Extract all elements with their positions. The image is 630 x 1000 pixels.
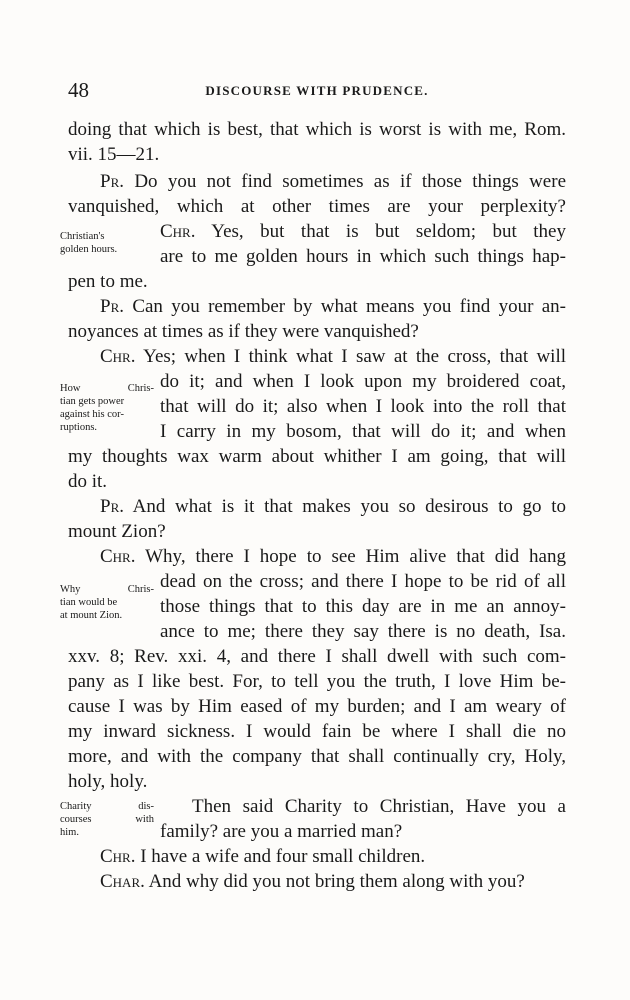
text-line: Char. And why did you not bring them along with you?: [100, 871, 525, 892]
text-line: my thoughts wax warm about whither I am going, that will: [68, 446, 566, 467]
text-line: those things that to this day are in me an annoy-: [160, 596, 566, 617]
speaker-label: Pr: [100, 496, 120, 517]
text-line: do it; and when I look upon my broidered coat,: [160, 371, 566, 392]
text-line: mount Zion?: [68, 521, 166, 542]
text-line: are to me golden hours in which such things hap-: [160, 246, 566, 267]
speaker-label: Chr: [100, 346, 131, 367]
text-line: Pr. Can you remember by what means you find your an-: [100, 296, 566, 317]
text-line: pany as I like best. For, to tell you the truth, I love Him be-: [68, 671, 566, 692]
text-line: that will do it; also when I look into the roll that: [160, 396, 566, 417]
text-line: Chr. Why, there I hope to see Him alive that did hang: [100, 546, 566, 567]
text-line: Then said Charity to Christian, Have you a: [192, 796, 566, 817]
sidenote-charity-discourses: Charity dis- courses with him.: [60, 801, 154, 838]
text-line: Chr. I have a wife and four small children.: [100, 846, 426, 867]
sidenote-golden-hours: Christian's golden hours.: [60, 231, 118, 255]
speaker-label: Chr: [100, 546, 131, 567]
text-line: Pr. Do you not find sometimes as if those things were: [100, 171, 566, 192]
text-line: cause I was by Him eased of my burden; and I am weary of: [68, 696, 566, 717]
text-line: Chr. Yes; when I think what I saw at the cross, that will: [100, 346, 567, 367]
sidenote-power-against-corruptions: How Chris- tian gets power against his cor- ruptions.: [60, 383, 154, 433]
text-line: I carry in my bosom, that will do it; and when: [160, 421, 566, 442]
speaker-label: Pr: [100, 296, 120, 317]
sidenote-why-mount-zion: Why Chris- tian would be at mount Zion.: [60, 584, 154, 621]
text-line: do it.: [68, 471, 108, 492]
text-line: my inward sickness. I would fain be where I shall die no: [68, 721, 566, 742]
text-line: vanquished, which at other times are your perplexity?: [68, 196, 566, 217]
text-line: doing that which is best, that which is worst is with me, Rom.: [68, 119, 566, 140]
running-title: DISCOURSE WITH PRUDENCE.: [205, 83, 429, 98]
speaker-label: Chr: [160, 221, 191, 242]
text-line: xxv. 8; Rev. xxi. 4, and there I shall dwell with such com-: [68, 646, 566, 667]
speaker-label: Chr: [100, 846, 131, 867]
speaker-label: Char: [100, 871, 141, 892]
text-line: Chr. Yes, but that is but seldom; but they: [160, 221, 566, 242]
text-line: ance to me; there they say there is no death, Isa.: [160, 621, 566, 642]
text-line: Pr. And what is it that makes you so desirous to go to: [100, 496, 566, 517]
text-line: dead on the cross; and there I hope to be rid of all: [160, 571, 566, 592]
text-line: noyances at times as if they were vanquished?: [68, 321, 419, 342]
text-line: pen to me.: [68, 271, 148, 292]
text-line: holy, holy.: [68, 771, 148, 792]
running-header: [68, 78, 566, 104]
text-line: vii. 15—21.: [68, 144, 160, 165]
speaker-label: Pr: [100, 171, 120, 192]
text-line: more, and with the company that shall continually cry, Holy,: [68, 746, 566, 767]
text-line: family? are you a married man?: [160, 821, 403, 842]
page-number: 48: [68, 78, 89, 102]
